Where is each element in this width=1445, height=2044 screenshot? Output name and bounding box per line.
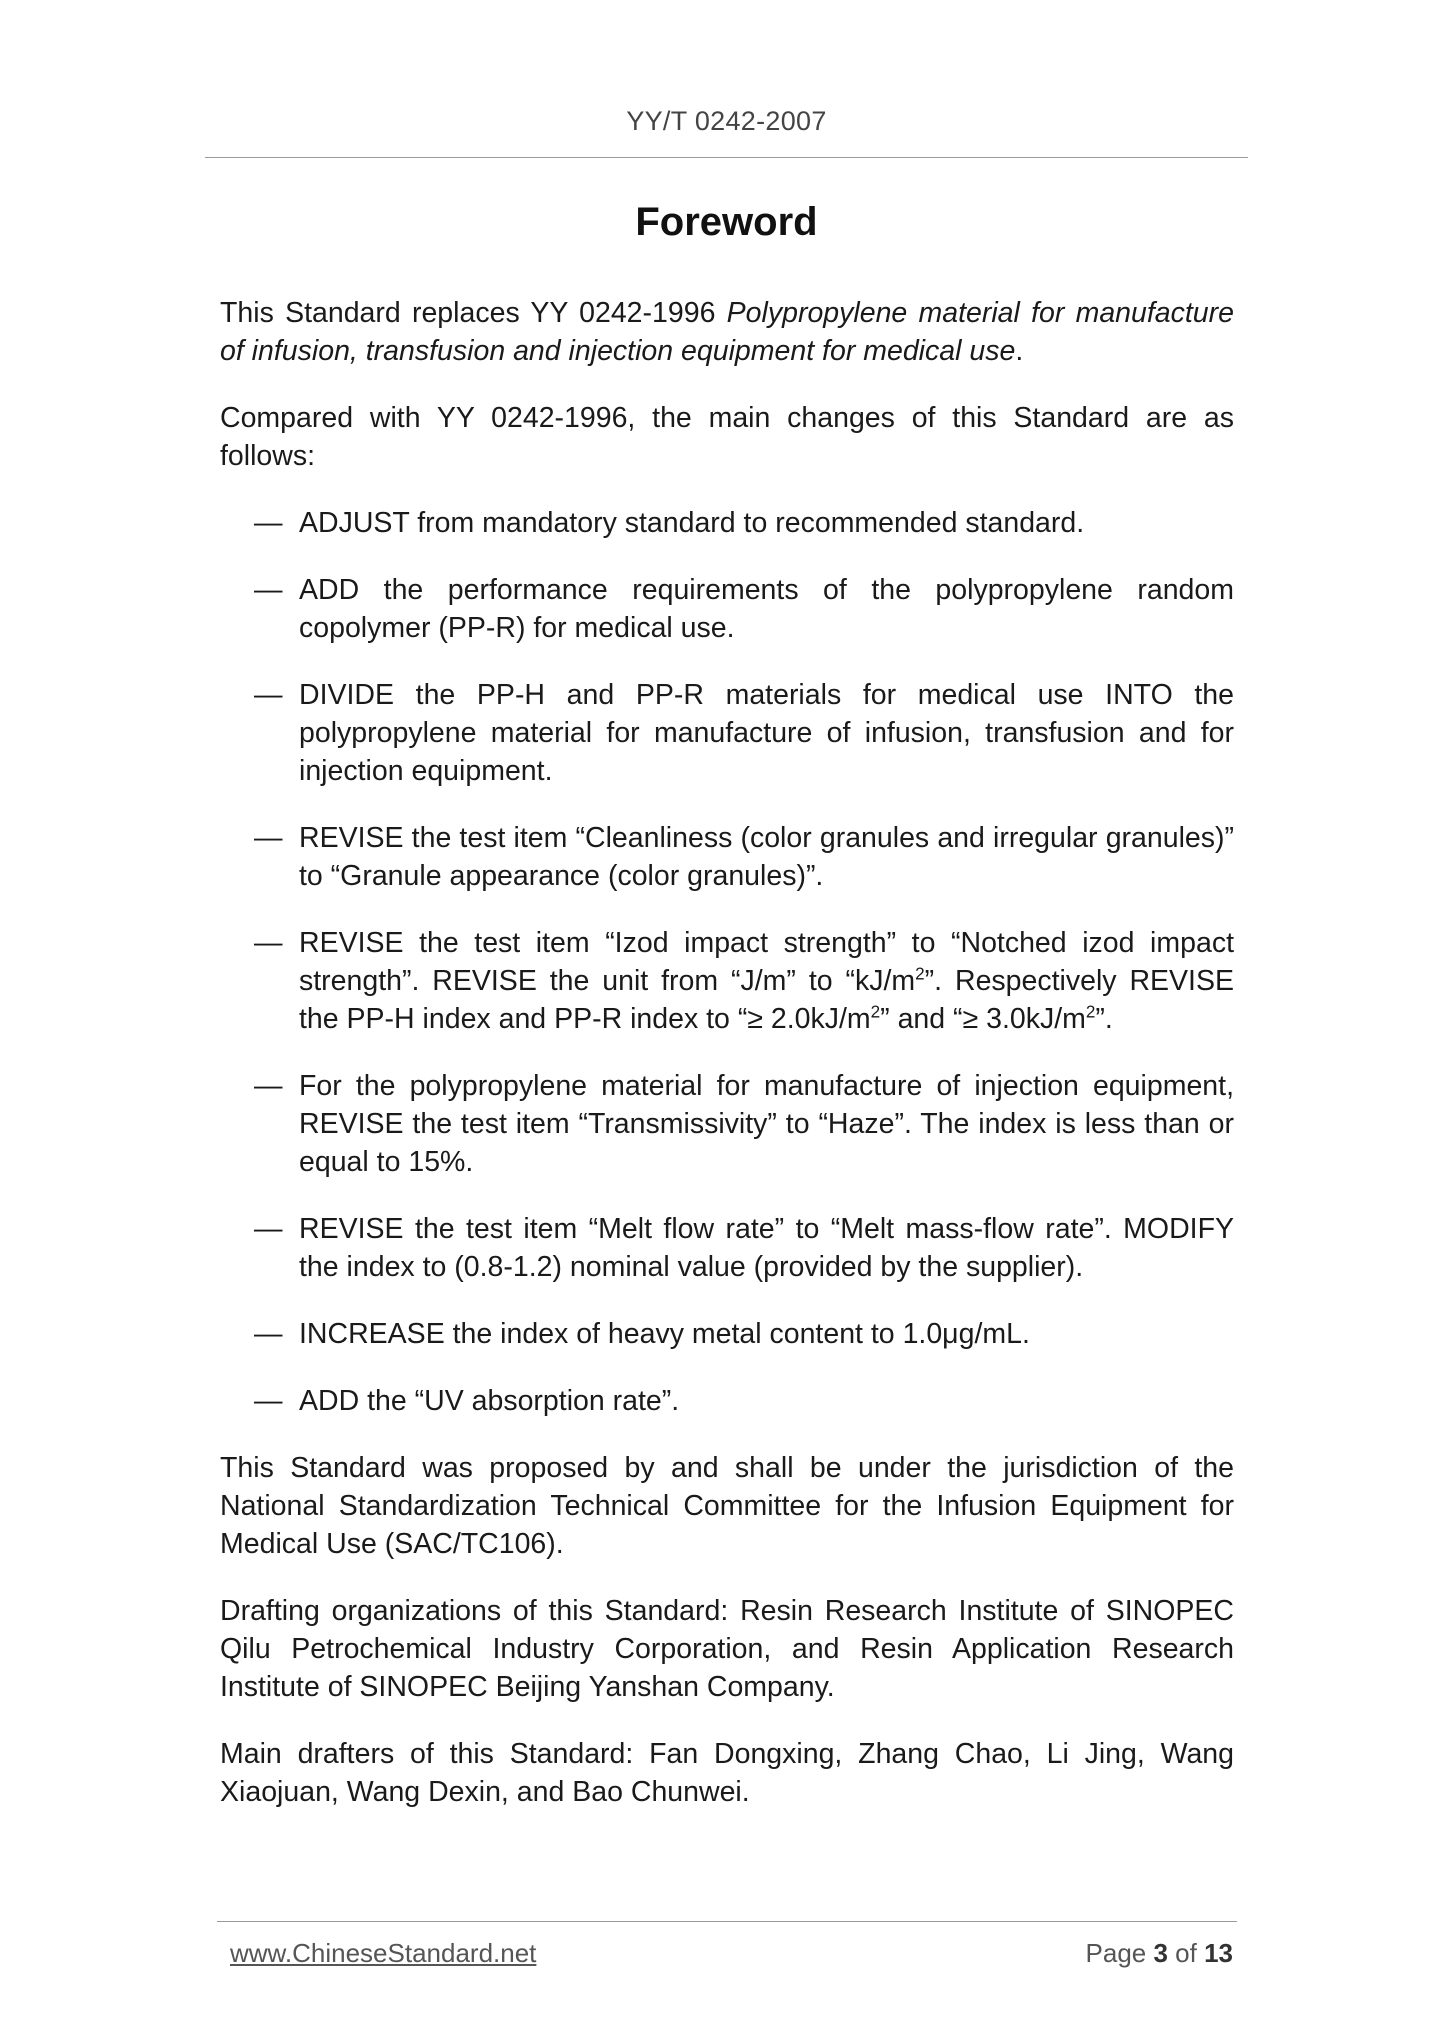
header-divider [205,157,1248,158]
page-prefix: Page [1085,1938,1154,1968]
list-item [220,924,1234,1038]
change-item-text-part: ” and “≥ 3.0kJ/m [880,1003,1086,1035]
drafting-organizations-paragraph: Drafting organizations of this Standard: Resin Research Institute of SINOPEC Qilu Petrochemical Industry Corporation, and Resin Application Research Institute of SINOPEC Beijing Yanshan Company. [220,1595,1234,1703]
list-dash: — [254,822,283,854]
website-link[interactable]: www.ChineseStandard.net [230,1938,537,1968]
change-item-text: ADD the “UV absorption rate”. [299,1385,680,1417]
document-body [220,294,1234,1840]
list-item [220,504,1234,542]
change-item-text: DIVIDE the PP-H and PP-R materials for medical use INTO the polypropylene material for manufacture of infusion, transfusion and for injection equipment. [299,679,1234,787]
intro-replaces-text: This Standard replaces YY 0242-1996 [220,297,727,329]
list-item [220,1315,1234,1353]
page-title: Foreword [635,200,818,244]
change-item-text: INCREASE the index of heavy metal content to 1.0μg/mL. [299,1318,1030,1350]
change-item-text: For the polypropylene material for manufacture of injection equipment, REVISE the test item “Transmissivity” to “Haze”. The index is less than or equal to 15%. [299,1070,1234,1178]
list-item [220,1382,1234,1420]
list-item [220,819,1234,895]
list-dash: — [254,1070,283,1102]
list-dash: — [254,679,283,711]
superscript-exponent: 2 [870,1002,881,1022]
change-item-text: ADJUST from mandatory standard to recommended standard. [299,507,1085,539]
replaced-standard-title: Polypropylene material for manufacture of infusion, transfusion and injection equipment for medical use [220,297,1234,367]
list-dash: — [254,1385,283,1417]
drafters-paragraph: Main drafters of this Standard: Fan Dongxing, Zhang Chao, Li Jing, Wang Xiaojuan, Wang Dexin, and Bao Chunwei. [220,1738,1234,1808]
intro-paragraph [220,294,1234,370]
list-item [220,676,1234,790]
page-current: 3 [1153,1938,1168,1968]
changes-list [220,504,1234,1420]
change-item-text: REVISE the test item “Melt flow rate” to “Melt mass-flow rate”. MODIFY the index to (0.8-1.2) nominal value (provided by the supplier). [299,1213,1234,1283]
list-dash: — [254,507,283,539]
list-dash: — [254,927,283,959]
superscript-exponent: 2 [915,964,925,984]
list-dash: — [254,1318,283,1350]
intro-period: . [1015,335,1024,367]
change-item-text-part: REVISE the test item “Izod impact strength” to “Notched izod impact strength”. REVISE the unit from “J/m” to “kJ/m [299,927,1234,997]
page-total: 13 [1204,1938,1233,1968]
change-item-text [299,924,1234,1038]
list-dash: — [254,574,283,606]
change-item-text-part: ”. Respectively REVISE the PP-H index and PP-R index to “≥ 2.0kJ/m [299,965,1234,1035]
list-item [220,1067,1234,1181]
change-item-text: ADD the performance requirements of the polypropylene random copolymer (PP-R) for medical use. [299,574,1234,644]
change-item-text-part: ”. [1095,1003,1113,1035]
page-number [1086,1938,1233,1969]
change-item-text: REVISE the test item “Cleanliness (color granules and irregular granules)” to “Granule appearance (color granules)”. [299,822,1234,892]
running-header: YY/T 0242-2007 [626,106,827,136]
changes-lead-paragraph: Compared with YY 0242-1996, the main changes of this Standard are as follows: [220,402,1234,472]
superscript-exponent: 2 [1085,1002,1096,1022]
list-item [220,1210,1234,1286]
footer-divider [217,1921,1237,1922]
list-dash: — [254,1213,283,1245]
jurisdiction-paragraph: This Standard was proposed by and shall be under the jurisdiction of the National Standardization Technical Committee for the Infusion Equipment for Medical Use (SAC/TC106). [220,1452,1234,1560]
list-item [220,571,1234,647]
page-of: of [1167,1938,1205,1968]
